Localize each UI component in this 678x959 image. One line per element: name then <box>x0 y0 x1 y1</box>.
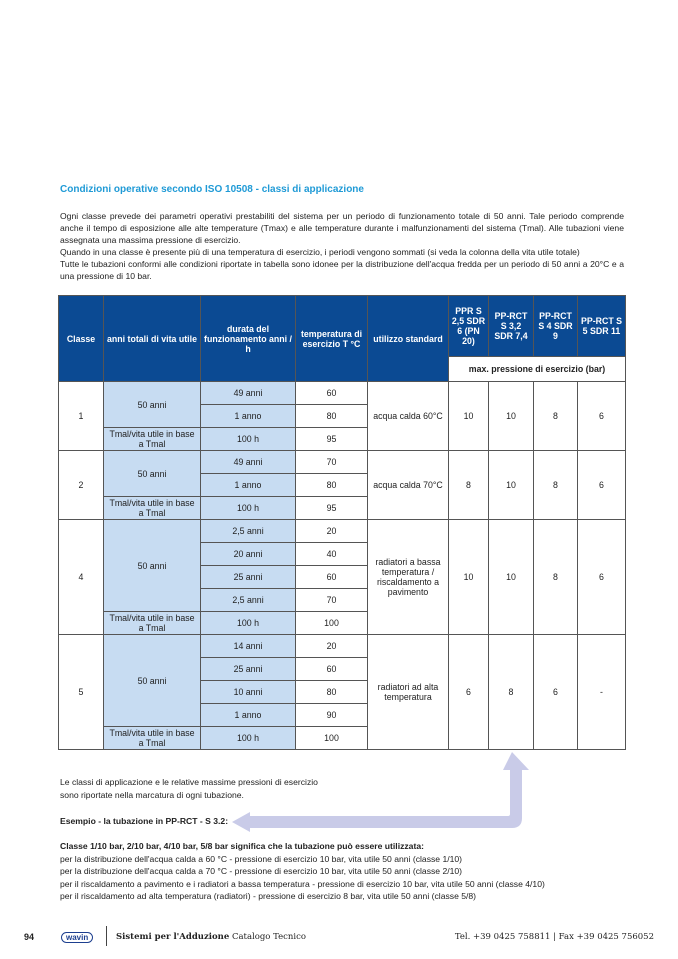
max-pressure: 8 <box>534 520 578 635</box>
intro-paragraph: Quando in una classe è presente più di una temperatura di esercizio, i periodi vengono sommati (si veda la colonna della vita utile totale) <box>60 247 580 257</box>
temperature: 20 <box>296 635 368 658</box>
tmal-life: Tmal/vita utile in base a Tmal <box>104 612 201 635</box>
duration: 25 anni <box>201 566 296 589</box>
temperature: 70 <box>296 451 368 474</box>
max-pressure: 8 <box>449 451 489 520</box>
column-header: utilizzo standard <box>368 296 449 382</box>
temperature: 95 <box>296 497 368 520</box>
column-header: PP-RCT S 3,2 SDR 7,4 <box>489 296 534 357</box>
column-header: PP-RCT S 5 SDR 11 <box>578 296 626 357</box>
duration: 1 anno <box>201 405 296 428</box>
class-line: per la distribuzione dell'acqua calda a 60 °C - pressione di esercizio 10 bar, vita utile 50 anni (classe 1/10) <box>60 853 463 864</box>
class-number: 4 <box>59 520 104 635</box>
catalog-bold: Sistemi per l'Adduzione <box>116 932 230 942</box>
temperature: 60 <box>296 658 368 681</box>
tmal-life: Tmal/vita utile in base a Tmal <box>104 727 201 750</box>
note-line: sono riportate nella marcatura di ogni tubazione. <box>60 790 244 800</box>
note-text <box>60 776 318 802</box>
duration: 20 anni <box>201 543 296 566</box>
tmal-life: Tmal/vita utile in base a Tmal <box>104 497 201 520</box>
temperature: 60 <box>296 566 368 589</box>
class-line: per il riscaldamento a pavimento e i radiatori a bassa temperatura - pressione di esercizio 10 bar, vita utile 50 anni (classe 4/10) <box>60 878 545 889</box>
duration: 100 h <box>201 428 296 451</box>
duration: 2,5 anni <box>201 520 296 543</box>
page-footer <box>24 930 654 946</box>
temperature: 80 <box>296 474 368 497</box>
catalog-suffix: Catalogo Tecnico <box>229 932 306 942</box>
standard-use: radiatori ad alta temperatura <box>368 635 449 750</box>
class-number: 1 <box>59 382 104 451</box>
duration: 100 h <box>201 612 296 635</box>
wavin-logo: wavin <box>61 932 93 943</box>
temperature: 20 <box>296 520 368 543</box>
max-pressure: 8 <box>534 451 578 520</box>
duration: 2,5 anni <box>201 589 296 612</box>
duration: 14 anni <box>201 635 296 658</box>
temperature: 95 <box>296 428 368 451</box>
total-life: 50 anni <box>104 520 201 612</box>
standard-use: radiatori a bassa temperatura / riscaldamento a pavimento <box>368 520 449 635</box>
duration: 49 anni <box>201 382 296 405</box>
max-pressure: 10 <box>449 520 489 635</box>
class-number: 5 <box>59 635 104 750</box>
duration: 25 anni <box>201 658 296 681</box>
duration: 100 h <box>201 497 296 520</box>
max-pressure: 8 <box>489 635 534 750</box>
column-header: Classe <box>59 296 104 382</box>
temperature: 80 <box>296 405 368 428</box>
column-header: durata del funzionamento anni / h <box>201 296 296 382</box>
class-number: 2 <box>59 451 104 520</box>
duration: 49 anni <box>201 451 296 474</box>
temperature: 70 <box>296 589 368 612</box>
duration: 1 anno <box>201 704 296 727</box>
page-number: 94 <box>24 932 35 942</box>
column-header: PPR S 2,5 SDR 6 (PN 20) <box>449 296 489 357</box>
classes-explanation <box>60 840 545 903</box>
pressure-subheader: max. pressione di esercizio (bar) <box>449 357 626 382</box>
max-pressure: 10 <box>489 520 534 635</box>
tmal-life: Tmal/vita utile in base a Tmal <box>104 428 201 451</box>
class-line: per il riscaldamento ad alta temperatura (radiatori) - pressione di esercizio 8 bar, vita utile 50 anni (classe 5/8) <box>60 891 477 901</box>
temperature: 100 <box>296 727 368 750</box>
footer-divider <box>106 926 107 946</box>
temperature: 40 <box>296 543 368 566</box>
max-pressure: 10 <box>489 451 534 520</box>
total-life: 50 anni <box>104 451 201 497</box>
max-pressure: 8 <box>534 382 578 451</box>
max-pressure: 10 <box>489 382 534 451</box>
column-header: PP-RCT S 4 SDR 9 <box>534 296 578 357</box>
temperature: 90 <box>296 704 368 727</box>
standard-use: acqua calda 60°C <box>368 382 449 451</box>
max-pressure: 10 <box>449 382 489 451</box>
max-pressure: 6 <box>449 635 489 750</box>
note-line: Le classi di applicazione e le relative massime pressioni di esercizio <box>60 777 318 787</box>
temperature: 80 <box>296 681 368 704</box>
contact-info: Tel. +39 0425 758811 | Fax +39 0425 756052 <box>454 932 654 942</box>
max-pressure: 6 <box>534 635 578 750</box>
classes-heading: Classe 1/10 bar, 2/10 bar, 4/10 bar, 5/8 bar significa che la tubazione può essere utilizzata: <box>60 841 424 851</box>
column-header: anni totali di vita utile <box>104 296 201 382</box>
class-line: per la distribuzione dell'acqua calda a 70 °C - pressione di esercizio 10 bar, vita utile 50 anni (classe 2/10) <box>60 866 463 876</box>
max-pressure: 6 <box>578 382 626 451</box>
max-pressure: 6 <box>578 451 626 520</box>
total-life: 50 anni <box>104 635 201 727</box>
duration: 10 anni <box>201 681 296 704</box>
example-heading: Esempio - la tubazione in PP-RCT - S 3.2: <box>60 816 229 826</box>
standard-use: acqua calda 70°C <box>368 451 449 520</box>
catalog-name <box>116 932 306 942</box>
temperature: 100 <box>296 612 368 635</box>
column-header: temperatura di esercizio T °C <box>296 296 368 382</box>
duration: 100 h <box>201 727 296 750</box>
duration: 1 anno <box>201 474 296 497</box>
total-life: 50 anni <box>104 382 201 428</box>
intro-paragraph: Ogni classe prevede dei parametri operativi prestabiliti del sistema per un periodo di funzionamento totale di 50 anni. Tale periodo comprende anche il tempo di esposizione alle alte temperature (Tmax) e alle temperature durante i malfunzionamenti del sistema (Tmal). Alle tubazioni viene assegnata una massima pressione di esercizio. <box>60 211 624 245</box>
section-title: Condizioni operative secondo ISO 10508 - classi di applicazione <box>60 184 364 195</box>
intro-paragraph: Tutte le tubazioni conformi alle condizioni riportate in tabella sono idonee per la distribuzione dell'acqua fredda per un periodo di 50 anni a 20°C e a una pressione di 10 bar. <box>60 259 624 281</box>
max-pressure: 6 <box>578 520 626 635</box>
temperature: 60 <box>296 382 368 405</box>
max-pressure: - <box>578 635 626 750</box>
